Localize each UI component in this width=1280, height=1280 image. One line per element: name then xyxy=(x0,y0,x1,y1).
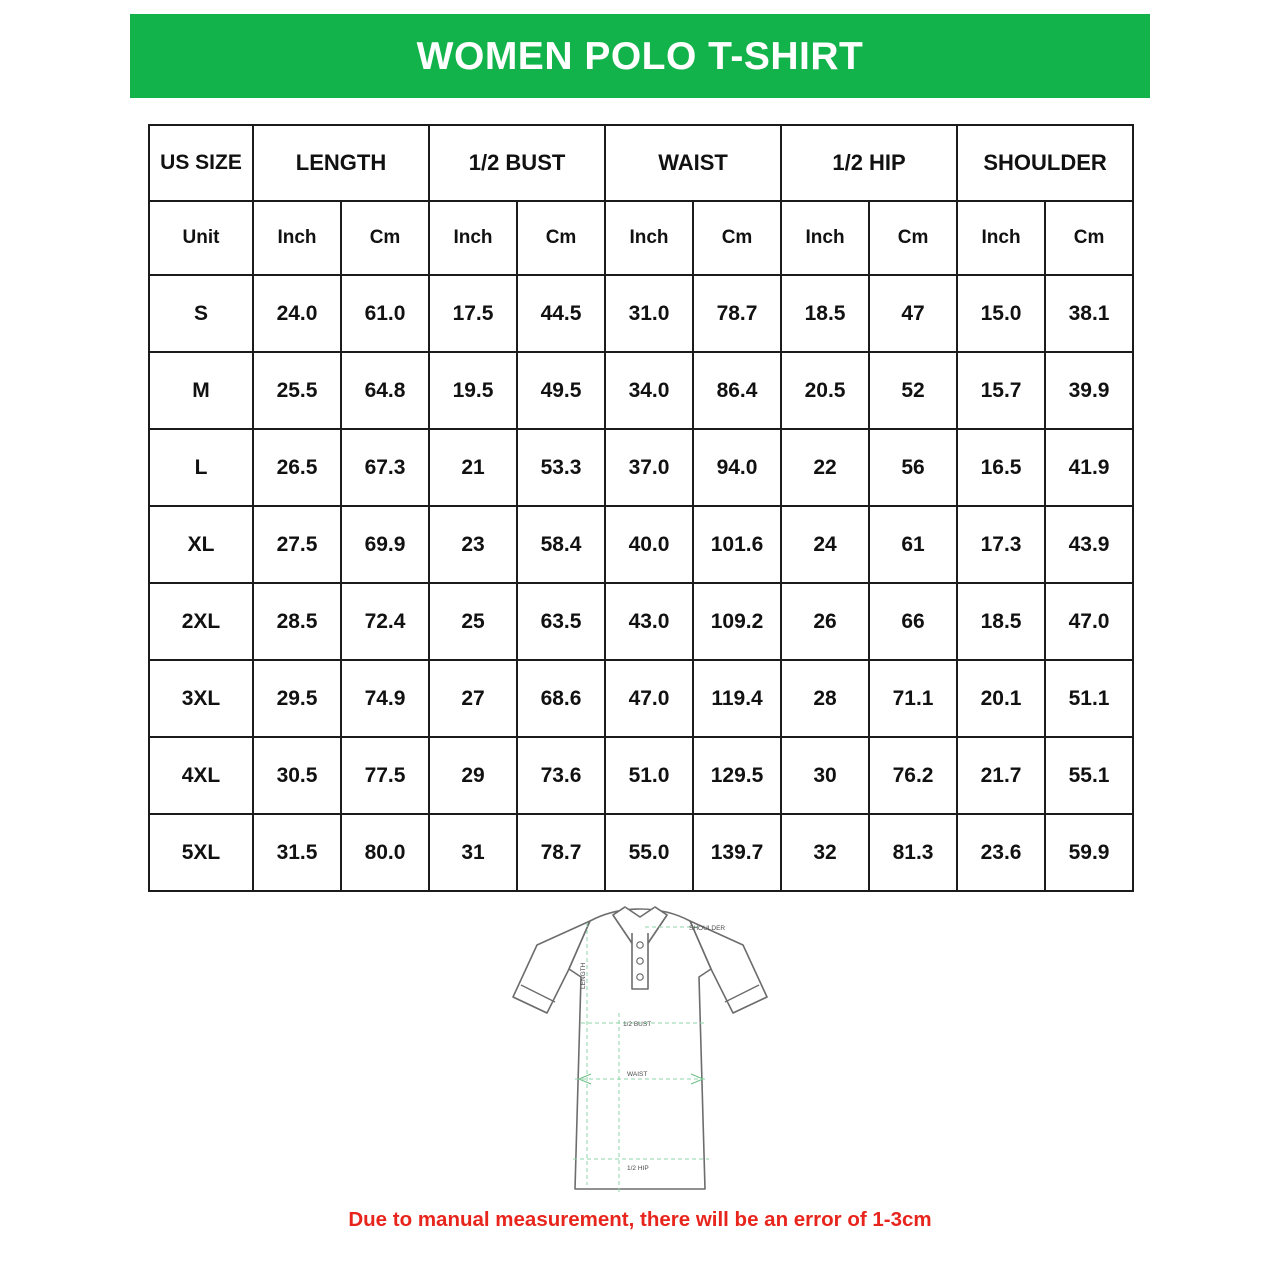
cell: 27 xyxy=(429,660,517,737)
cell: 56 xyxy=(869,429,957,506)
cell: 19.5 xyxy=(429,352,517,429)
cell: 77.5 xyxy=(341,737,429,814)
cell: 74.9 xyxy=(341,660,429,737)
cell: 47.0 xyxy=(1045,583,1133,660)
cell: 31.5 xyxy=(253,814,341,891)
row-size-label: 3XL xyxy=(149,660,253,737)
cell: 26.5 xyxy=(253,429,341,506)
cell: 15.0 xyxy=(957,275,1045,352)
cell: 44.5 xyxy=(517,275,605,352)
row-size-label: 4XL xyxy=(149,737,253,814)
cell: 61.0 xyxy=(341,275,429,352)
cell: 55.0 xyxy=(605,814,693,891)
size-table-container xyxy=(148,124,1132,892)
cell: 51.1 xyxy=(1045,660,1133,737)
measurement-disclaimer: Due to manual measurement, there will be an error of 1-3cm xyxy=(348,1208,932,1231)
cell: 24.0 xyxy=(253,275,341,352)
table-row xyxy=(149,429,1133,506)
cell: 18.5 xyxy=(781,275,869,352)
cell: 28.5 xyxy=(253,583,341,660)
cell: 68.6 xyxy=(517,660,605,737)
cell: 23.6 xyxy=(957,814,1045,891)
cell: 66 xyxy=(869,583,957,660)
cell: 51.0 xyxy=(605,737,693,814)
polo-shirt-diagram xyxy=(495,893,785,1203)
cell: 30.5 xyxy=(253,737,341,814)
cell: 41.9 xyxy=(1045,429,1133,506)
cell: 17.5 xyxy=(429,275,517,352)
cell: 73.6 xyxy=(517,737,605,814)
cell: 39.9 xyxy=(1045,352,1133,429)
table-row xyxy=(149,352,1133,429)
cell: 31 xyxy=(429,814,517,891)
cell: 43.0 xyxy=(605,583,693,660)
cell: 20.5 xyxy=(781,352,869,429)
cell: 59.9 xyxy=(1045,814,1133,891)
group-header-us-size: US SIZE xyxy=(149,125,253,201)
unit-cell-0: Unit xyxy=(149,201,253,275)
cell: 78.7 xyxy=(517,814,605,891)
diagram-label-shoulder: SHOULDER xyxy=(689,925,726,932)
size-table xyxy=(148,124,1134,892)
cell: 47.0 xyxy=(605,660,693,737)
row-size-label: M xyxy=(149,352,253,429)
cell: 53.3 xyxy=(517,429,605,506)
diagram-label-waist: WAIST xyxy=(627,1071,648,1078)
cell: 21.7 xyxy=(957,737,1045,814)
unit-cell-8: Cm xyxy=(869,201,957,275)
table-row xyxy=(149,660,1133,737)
cell: 26 xyxy=(781,583,869,660)
cell: 40.0 xyxy=(605,506,693,583)
cell: 17.3 xyxy=(957,506,1045,583)
cell: 37.0 xyxy=(605,429,693,506)
cell: 43.9 xyxy=(1045,506,1133,583)
unit-cell-3: Inch xyxy=(429,201,517,275)
row-size-label: 5XL xyxy=(149,814,253,891)
cell: 72.4 xyxy=(341,583,429,660)
cell: 31.0 xyxy=(605,275,693,352)
cell: 101.6 xyxy=(693,506,781,583)
cell: 58.4 xyxy=(517,506,605,583)
cell: 69.9 xyxy=(341,506,429,583)
group-header-shoulder: SHOULDER xyxy=(957,125,1133,201)
unit-cell-9: Inch xyxy=(957,201,1045,275)
cell: 25.5 xyxy=(253,352,341,429)
row-size-label: XL xyxy=(149,506,253,583)
cell: 61 xyxy=(869,506,957,583)
unit-cell-6: Cm xyxy=(693,201,781,275)
cell: 29 xyxy=(429,737,517,814)
cell: 49.5 xyxy=(517,352,605,429)
table-row xyxy=(149,583,1133,660)
cell: 109.2 xyxy=(693,583,781,660)
cell: 24 xyxy=(781,506,869,583)
cell: 22 xyxy=(781,429,869,506)
cell: 64.8 xyxy=(341,352,429,429)
cell: 38.1 xyxy=(1045,275,1133,352)
row-size-label: L xyxy=(149,429,253,506)
table-row xyxy=(149,814,1133,891)
unit-cell-2: Cm xyxy=(341,201,429,275)
cell: 47 xyxy=(869,275,957,352)
cell: 139.7 xyxy=(693,814,781,891)
cell: 16.5 xyxy=(957,429,1045,506)
row-size-label: 2XL xyxy=(149,583,253,660)
cell: 80.0 xyxy=(341,814,429,891)
cell: 21 xyxy=(429,429,517,506)
cell: 18.5 xyxy=(957,583,1045,660)
unit-cell-10: Cm xyxy=(1045,201,1133,275)
cell: 23 xyxy=(429,506,517,583)
cell: 32 xyxy=(781,814,869,891)
unit-cell-1: Inch xyxy=(253,201,341,275)
cell: 27.5 xyxy=(253,506,341,583)
unit-cell-7: Inch xyxy=(781,201,869,275)
table-group-header-row xyxy=(149,125,1133,201)
cell: 29.5 xyxy=(253,660,341,737)
cell: 25 xyxy=(429,583,517,660)
table-row xyxy=(149,506,1133,583)
row-size-label: S xyxy=(149,275,253,352)
group-header-half-hip: 1/2 HIP xyxy=(781,125,957,201)
unit-cell-4: Cm xyxy=(517,201,605,275)
cell: 71.1 xyxy=(869,660,957,737)
table-row xyxy=(149,275,1133,352)
cell: 119.4 xyxy=(693,660,781,737)
cell: 78.7 xyxy=(693,275,781,352)
header-banner xyxy=(130,14,1150,98)
cell: 76.2 xyxy=(869,737,957,814)
cell: 15.7 xyxy=(957,352,1045,429)
cell: 67.3 xyxy=(341,429,429,506)
cell: 129.5 xyxy=(693,737,781,814)
diagram-label-half-hip: 1/2 HIP xyxy=(627,1165,649,1172)
cell: 30 xyxy=(781,737,869,814)
group-header-waist: WAIST xyxy=(605,125,781,201)
page-title: WOMEN POLO T-SHIRT xyxy=(416,34,864,78)
cell: 63.5 xyxy=(517,583,605,660)
cell: 20.1 xyxy=(957,660,1045,737)
cell: 86.4 xyxy=(693,352,781,429)
unit-cell-5: Inch xyxy=(605,201,693,275)
diagram-label-length: LENGTH xyxy=(580,962,587,989)
cell: 28 xyxy=(781,660,869,737)
group-header-length: LENGTH xyxy=(253,125,429,201)
cell: 94.0 xyxy=(693,429,781,506)
table-row xyxy=(149,737,1133,814)
cell: 55.1 xyxy=(1045,737,1133,814)
group-header-half-bust: 1/2 BUST xyxy=(429,125,605,201)
cell: 52 xyxy=(869,352,957,429)
cell: 81.3 xyxy=(869,814,957,891)
cell: 34.0 xyxy=(605,352,693,429)
table-unit-row xyxy=(149,201,1133,275)
diagram-label-half-bust: 1/2 BUST xyxy=(623,1021,652,1028)
